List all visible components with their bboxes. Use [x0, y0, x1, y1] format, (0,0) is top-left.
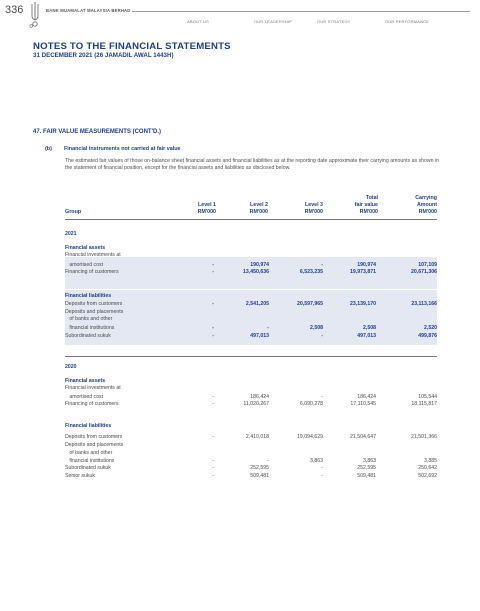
table-cell: 252,595 — [357, 465, 376, 471]
row-label: Financing of customers — [65, 269, 119, 275]
nav-our-leadership[interactable]: OUR LEADERSHIP — [254, 19, 293, 24]
row-label: Senior sukuk — [65, 473, 95, 479]
table-cell: 3,863 — [363, 458, 376, 464]
page-number: 336 — [5, 4, 24, 16]
table-cell: - — [212, 401, 214, 407]
row-label: Subordinated sukuk — [65, 465, 111, 471]
table-cell: 105,544 — [418, 394, 437, 400]
table-cell: - — [212, 262, 214, 268]
table-cell: 23,139,170 — [350, 301, 376, 307]
nav-about-us[interactable]: ABOUT US — [187, 19, 209, 24]
table-cell: 18,115,817 — [411, 401, 437, 407]
table-cell: - — [321, 262, 323, 268]
row-label: Financial liabilities — [65, 293, 112, 299]
table-cell: 23,113,166 — [411, 301, 437, 307]
row-label: Financial assets — [65, 245, 106, 251]
table-cell: - — [212, 269, 214, 275]
row-label: Deposits and placements — [65, 309, 124, 315]
table-cell: 19,094,629 — [297, 434, 323, 440]
intro-paragraph: The estimated fair values of those on-balance sheet financial assets and financial liabilities as at the reporting date approximate their carrying amounts as shown in the statement of financial position, except for the financial assets and liabilities as disclosed below. — [65, 158, 439, 171]
row-label: 2021 — [65, 231, 77, 237]
subsection-label: (b) — [45, 146, 52, 152]
table-cell: 190,974 — [357, 262, 376, 268]
table-cell: 3,863 — [310, 458, 323, 464]
table-cell: - — [212, 325, 214, 331]
bank-logo-icon — [28, 2, 42, 28]
table-cell: - — [267, 458, 269, 464]
table-cell: 6,523,235 — [299, 269, 323, 275]
header-divider — [132, 11, 470, 12]
table-cell: 509,481 — [357, 473, 376, 479]
column-header-level-3: Level 3 RM'000 — [304, 202, 323, 215]
column-header-level-2: Level 2 RM'000 — [249, 202, 268, 215]
table-cell: 190,974 — [250, 262, 269, 268]
table-cell: 21,504,647 — [350, 434, 376, 440]
table-cell: 19,973,871 — [350, 269, 376, 275]
table-header-rule — [65, 219, 437, 220]
row-label: financial institutions — [65, 325, 115, 331]
table-cell: 509,481 — [250, 473, 269, 479]
page-subtitle: 31 DECEMBER 2021 (26 JAMADIL AWAL 1443H) — [33, 52, 174, 59]
bank-name: BANK MUAMALAT MALAYSIA BERHAD — [46, 8, 131, 13]
row-label: of banks and other — [65, 450, 113, 456]
row-label: Financial liabilities — [65, 423, 112, 429]
table-cell: - — [321, 473, 323, 479]
table-cell: 107,109 — [418, 262, 437, 268]
table-cell: 11,020,267 — [243, 401, 269, 407]
row-label: 2020 — [65, 364, 77, 370]
table-cell: - — [267, 325, 269, 331]
year-separator-rule — [65, 356, 437, 357]
row-label: Deposits from customers — [65, 434, 123, 440]
column-header-level-1: Level 1 RM'000 — [197, 202, 216, 215]
table-cell: - — [212, 473, 214, 479]
row-label: Financial investments at — [65, 385, 121, 391]
table-cell: 2,508 — [363, 325, 376, 331]
row-label: amortised cost — [65, 262, 104, 268]
table-cell: - — [212, 394, 214, 400]
table-cell: 3,885 — [424, 458, 437, 464]
table-cell: 252,595 — [250, 465, 269, 471]
row-label: financial institutions — [65, 458, 115, 464]
column-header-carrying-amount: Carrying Amount RM'000 — [415, 195, 437, 215]
table-cell: 17,110,545 — [350, 401, 376, 407]
section-heading: 47. FAIR VALUE MEASUREMENTS (CONT'D.) — [33, 129, 161, 135]
row-label: Financial assets — [65, 378, 106, 384]
table-cell: 20,597,965 — [297, 301, 323, 307]
table-cell: - — [321, 394, 323, 400]
table-cell: 186,424 — [357, 394, 376, 400]
nav-our-performance[interactable]: OUR PERFORMANCE — [385, 19, 430, 24]
row-label: of banks and other — [65, 316, 113, 322]
table-cell: - — [212, 465, 214, 471]
table-cell: 250,642 — [418, 465, 437, 471]
table-cell: 497,013 — [357, 333, 376, 339]
table-cell: 502,692 — [418, 473, 437, 479]
table-cell: 2,508 — [310, 325, 323, 331]
table-cell: 497,013 — [250, 333, 269, 339]
table-cell: 2,520 — [424, 325, 437, 331]
table-cell: 2,541,205 — [245, 301, 269, 307]
table-cell: 6,090,278 — [299, 401, 323, 407]
table-cell: 499,876 — [418, 333, 437, 339]
row-label: amortised cost — [65, 394, 104, 400]
row-label: Subordinated sukuk — [65, 333, 111, 339]
nav-our-strategy[interactable]: OUR STRATEGY — [317, 19, 351, 24]
page-title: NOTES TO THE FINANCIAL STATEMENTS — [33, 41, 231, 52]
table-cell: - — [212, 434, 214, 440]
row-label: Financing of customers — [65, 401, 119, 407]
table-cell: - — [212, 458, 214, 464]
row-label: Deposits and placements — [65, 442, 124, 448]
table-cell: - — [321, 465, 323, 471]
table-cell: - — [212, 301, 214, 307]
page-header — [0, 0, 480, 30]
table-cell: 186,424 — [250, 394, 269, 400]
table-cell: 13,450,636 — [243, 269, 269, 275]
row-label: Financial investments at — [65, 252, 121, 258]
row-label: Deposits from customers — [65, 301, 123, 307]
group-label: Group — [65, 209, 82, 215]
column-header-total-fair-value: Total fair value RM'000 — [354, 195, 378, 215]
table-cell: - — [321, 333, 323, 339]
table-cell: 21,501,366 — [411, 434, 437, 440]
table-cell: 20,671,306 — [411, 269, 437, 275]
table-cell: - — [212, 333, 214, 339]
subsection-title: Financial instruments not carried at fair value — [64, 146, 181, 152]
table-cell: 2,410,018 — [245, 434, 269, 440]
